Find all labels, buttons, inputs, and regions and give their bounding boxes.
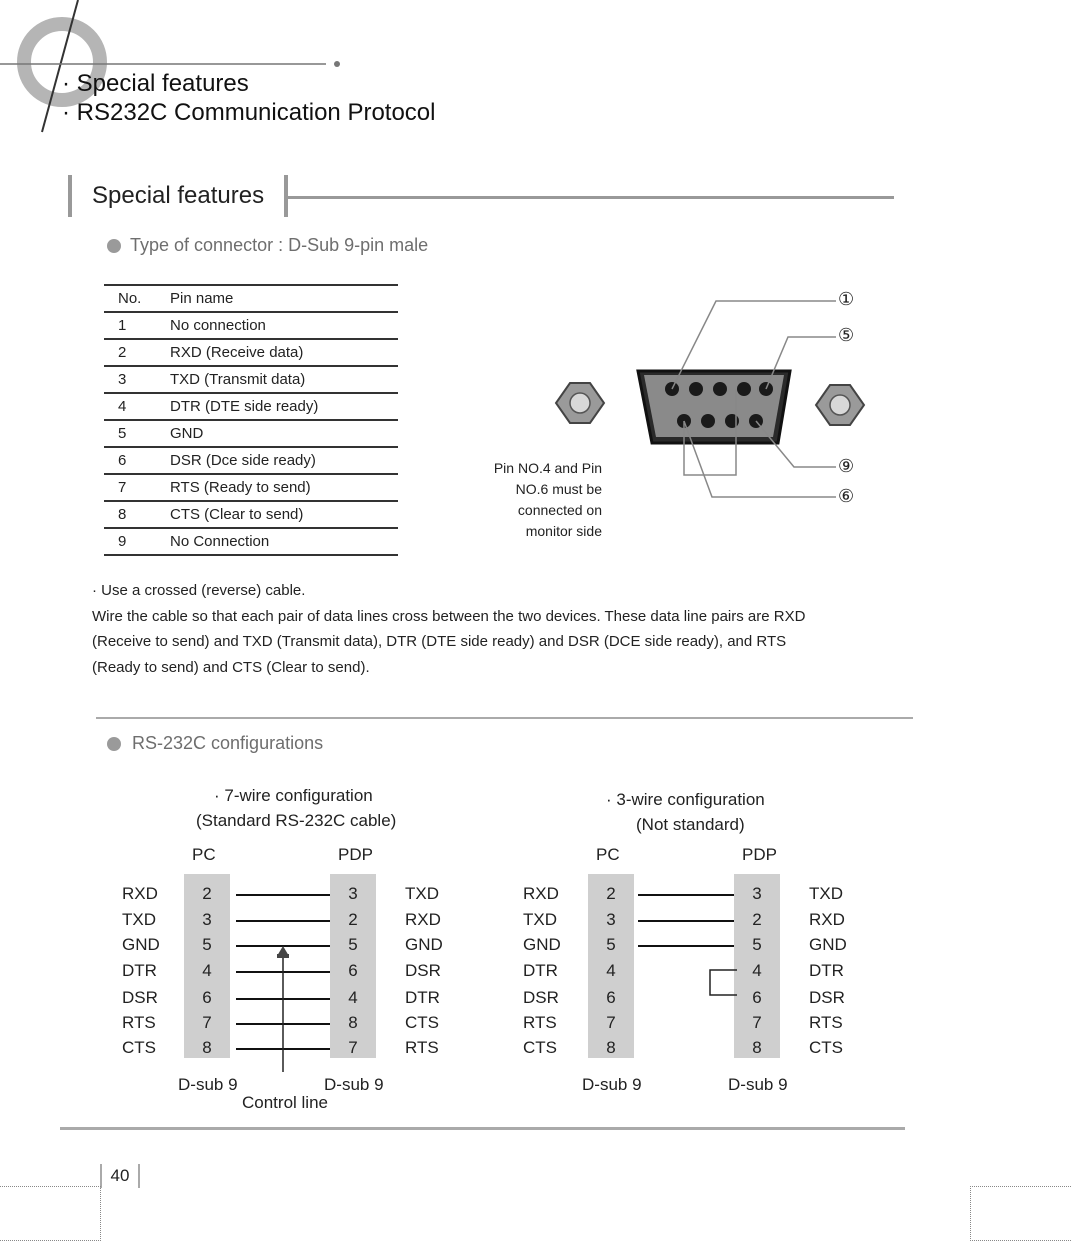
section-rule [288, 196, 894, 199]
left-signal: GND [523, 935, 561, 954]
callout-9: ⑨ [838, 456, 855, 476]
pin-no: 9 [104, 528, 156, 555]
three-wire-subtitle: (Not standard) [636, 815, 745, 834]
callout-1: ① [838, 289, 855, 309]
right-pin: 2 [348, 910, 358, 929]
connector-type-label: Type of connector : D-Sub 9-pin male [130, 235, 429, 255]
bullet-dot [107, 737, 121, 751]
left-signal: DTR [523, 961, 558, 980]
wire-line [638, 945, 734, 947]
three-wire-title: · 3-wire configuration [606, 790, 765, 809]
callout-6: ⑥ [838, 486, 855, 506]
three-right-conn: D-sub 9 [728, 1075, 788, 1094]
pin-name: TXD (Transmit data) [156, 366, 398, 393]
pin-no: 6 [104, 447, 156, 474]
seven-wire-subtitle: (Standard RS-232C cable) [196, 811, 397, 830]
callout-5: ⑤ [838, 325, 855, 345]
wire-line [638, 920, 734, 922]
left-signal: TXD [523, 910, 557, 929]
left-pin: 3 [606, 910, 616, 929]
pin-no: 1 [104, 312, 156, 339]
right-pin: 6 [752, 988, 762, 1007]
header-pin-name: Pin name [156, 285, 398, 312]
pin-no: 7 [104, 474, 156, 501]
right-screw-icon [816, 385, 864, 425]
left-pin: 6 [606, 988, 616, 1007]
bullet-dot [107, 239, 121, 253]
seven-wire-title: · 7-wire configuration [214, 786, 373, 805]
cable-para-line-2: (Receive to send) and TXD (Transmit data), DTR (DTE side ready) and DSR (DCE side ready), and RTS [92, 633, 787, 650]
pin-name: RXD (Receive data) [156, 339, 398, 366]
pin-no: 5 [104, 420, 156, 447]
cable-bullet: · Use a crossed (reverse) cable. [92, 582, 306, 599]
left-signal: CTS [523, 1038, 557, 1057]
right-signal: GND [809, 935, 847, 954]
left-screw-icon [556, 383, 604, 423]
three-pc-label: PC [596, 845, 620, 864]
seven-right-conn: D-sub 9 [324, 1075, 384, 1094]
section-left-bar [68, 175, 72, 217]
right-pin: 4 [348, 988, 358, 1007]
left-pin: 8 [202, 1038, 212, 1057]
right-signal: RXD [809, 910, 845, 929]
section-title: Special features [92, 182, 265, 209]
pin-name: No Connection [156, 528, 398, 555]
seven-pc-label: PC [192, 845, 216, 864]
right-signal: GND [405, 935, 443, 954]
left-signal: TXD [122, 910, 156, 929]
table-header-row [104, 285, 398, 312]
corner-box-right [970, 1186, 1071, 1241]
left-pin: 5 [606, 935, 616, 954]
pin-name: DSR (Dce side ready) [156, 447, 398, 474]
left-pin: 7 [606, 1013, 616, 1032]
left-signal: GND [122, 935, 160, 954]
right-pin: 7 [348, 1038, 358, 1057]
table-row [104, 420, 398, 447]
left-pin: 4 [202, 961, 212, 980]
right-pin: 3 [348, 884, 358, 903]
pin-name: No connection [156, 312, 398, 339]
pin-table [104, 284, 398, 556]
wire-line [236, 894, 330, 896]
bottom-rule [60, 1127, 905, 1130]
left-signal: CTS [122, 1038, 156, 1057]
right-signal: DTR [809, 961, 844, 980]
right-signal: DSR [809, 988, 845, 1007]
header-line-2: · RS232C Communication Protocol [62, 99, 436, 126]
wire-line [236, 920, 330, 922]
control-line-label: Control line [242, 1093, 328, 1112]
right-pin: 4 [752, 961, 762, 980]
right-signal: CTS [405, 1013, 439, 1032]
right-signal: TXD [809, 884, 843, 903]
right-pin: 3 [752, 884, 762, 903]
table-row [104, 447, 398, 474]
right-pin: 5 [348, 935, 358, 954]
right-signal: RTS [809, 1013, 843, 1032]
left-signal: RTS [122, 1013, 156, 1032]
cable-para-line-1: Wire the cable so that each pair of data lines cross between the two devices. These data line pairs are RXD [92, 608, 806, 625]
seven-pdp-label: PDP [338, 845, 373, 864]
pin-name: CTS (Clear to send) [156, 501, 398, 528]
cable-para-line-3: (Ready to send) and CTS (Clear to send). [92, 659, 370, 676]
header-line-1: · Special features [62, 70, 249, 97]
right-pin: 7 [752, 1013, 762, 1032]
seven-left-conn: D-sub 9 [178, 1075, 238, 1094]
table-row [104, 366, 398, 393]
right-pin: 8 [752, 1038, 762, 1057]
left-pin: 2 [202, 884, 212, 903]
left-pin: 8 [606, 1038, 616, 1057]
corner-box-left [0, 1186, 101, 1241]
control-line [270, 940, 300, 1074]
left-signal: RXD [122, 884, 158, 903]
pin-no: 3 [104, 366, 156, 393]
loopback-bracket [705, 968, 739, 998]
right-signal: DTR [405, 988, 440, 1007]
left-pin: 3 [202, 910, 212, 929]
right-signal: TXD [405, 884, 439, 903]
table-row [104, 474, 398, 501]
table-row [104, 312, 398, 339]
pin-name: DTR (DTE side ready) [156, 393, 398, 420]
left-signal: DSR [523, 988, 559, 1007]
table-row [104, 528, 398, 555]
wire-line [638, 894, 734, 896]
three-left-conn: D-sub 9 [582, 1075, 642, 1094]
pin-name: RTS (Ready to send) [156, 474, 398, 501]
pin-no: 8 [104, 501, 156, 528]
left-pin: 6 [202, 988, 212, 1007]
right-pin: 6 [348, 961, 358, 980]
pin-no: 2 [104, 339, 156, 366]
divider [96, 717, 913, 719]
left-pin: 7 [202, 1013, 212, 1032]
three-pdp-label: PDP [742, 845, 777, 864]
right-pin: 2 [752, 910, 762, 929]
page-number: 40 [100, 1164, 140, 1188]
right-pin: 5 [752, 935, 762, 954]
header-no: No. [104, 285, 156, 312]
right-signal: CTS [809, 1038, 843, 1057]
left-pin: 5 [202, 935, 212, 954]
right-signal: RTS [405, 1038, 439, 1057]
pin-name: GND [156, 420, 398, 447]
left-signal: DSR [122, 988, 158, 1007]
pin-note: Pin NO.4 and Pin NO.6 must be connected on monitor side [493, 460, 602, 539]
left-pin: 4 [606, 961, 616, 980]
left-signal: RXD [523, 884, 559, 903]
configs-label: RS-232C configurations [132, 733, 324, 753]
table-row [104, 501, 398, 528]
right-signal: DSR [405, 961, 441, 980]
table-row [104, 393, 398, 420]
right-signal: RXD [405, 910, 441, 929]
table-row [104, 339, 398, 366]
right-pin: 8 [348, 1013, 358, 1032]
pin-no: 4 [104, 393, 156, 420]
left-signal: RTS [523, 1013, 557, 1032]
left-signal: DTR [122, 961, 157, 980]
left-pin: 2 [606, 884, 616, 903]
